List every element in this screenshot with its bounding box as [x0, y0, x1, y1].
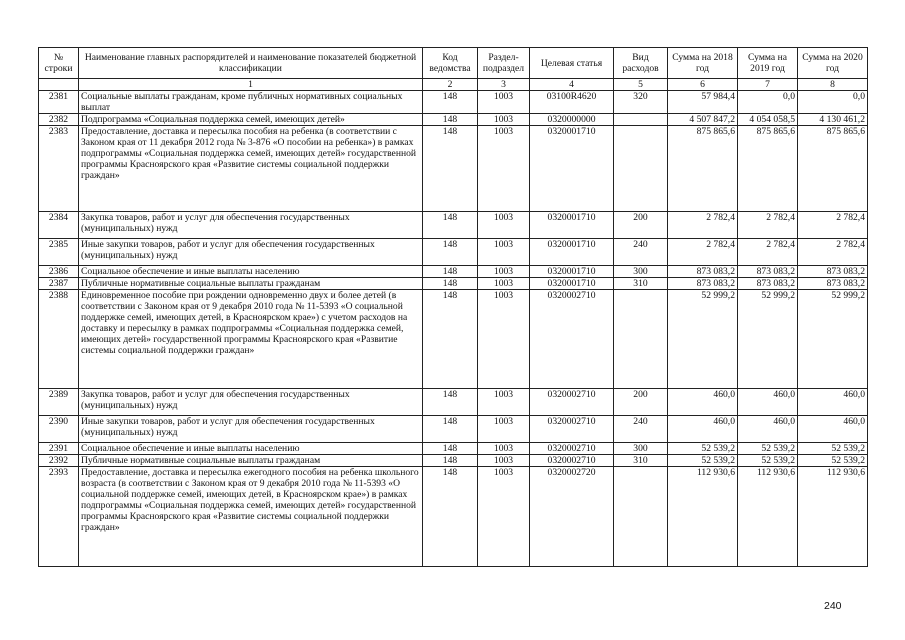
sum-2020: 0,0 — [798, 91, 868, 114]
row-number: 2391 — [39, 443, 79, 455]
row-name: Предоставление, доставка и пересылка ежегодного пособия на ребенка школьного возраста (в соответствии с Законом края от 9 декабря 2010 года № 11-5393 «О социальной поддержке семей, имеющих детей, в Красноярском крае») в рамках подпрограммы «Социальная поддержка семей, имеющих детей» государственной программы Красноярского края «Развитие системы социальной поддержки граждан» — [79, 467, 423, 567]
expense-type-code: 320 — [614, 91, 668, 114]
column-index-cell: 2 — [423, 79, 478, 91]
dept-code: 148 — [423, 455, 478, 467]
row-number: 2383 — [39, 126, 79, 212]
sum-2018: 2 782,4 — [668, 212, 738, 239]
expense-type-code: 310 — [614, 278, 668, 290]
sum-2020: 52 539,2 — [798, 455, 868, 467]
target-code: 0320002710 — [530, 416, 614, 443]
header-section: Раздел-подраздел — [478, 48, 530, 79]
header-sum-2020: Сумма на 2020 год — [798, 48, 868, 79]
dept-code: 148 — [423, 114, 478, 126]
sum-2019: 52 539,2 — [738, 455, 798, 467]
sum-2018: 875 865,6 — [668, 126, 738, 212]
sum-2018: 52 999,2 — [668, 290, 738, 389]
sum-2020: 460,0 — [798, 389, 868, 416]
sum-2019: 2 782,4 — [738, 212, 798, 239]
row-name: Публичные нормативные социальные выплаты гражданам — [79, 278, 423, 290]
dept-code: 148 — [423, 389, 478, 416]
table-row — [39, 239, 868, 266]
header-name: Наименование главных распорядителей и наименование показателей бюджетной классификации — [79, 48, 423, 79]
target-code: 0320001710 — [530, 239, 614, 266]
target-code: 0320002710 — [530, 290, 614, 389]
target-code: 0320000000 — [530, 114, 614, 126]
table-row — [39, 126, 868, 212]
sum-2018: 52 539,2 — [668, 455, 738, 467]
expense-type-code — [614, 290, 668, 389]
row-name: Предоставление, доставка и пересылка пособия на ребенка (в соответствии с Законом края от 11 декабря 2012 года № 3-876 «О пособии на ребенка») в рамках подпрограммы «Социальная поддержка семей, имеющих детей» государственной программы Красноярского края «Развитие системы социальной поддержки граждан» — [79, 126, 423, 212]
table-row — [39, 443, 868, 455]
sum-2020: 52 539,2 — [798, 443, 868, 455]
column-index-cell: 7 — [738, 79, 798, 91]
table-row — [39, 278, 868, 290]
table-header-row — [39, 48, 868, 79]
sum-2018: 4 507 847,2 — [668, 114, 738, 126]
expense-type-code: 300 — [614, 443, 668, 455]
row-name: Подпрограмма «Социальная поддержка семей, имеющих детей» — [79, 114, 423, 126]
dept-code: 148 — [423, 467, 478, 567]
dept-code: 148 — [423, 126, 478, 212]
column-index-row — [39, 79, 868, 91]
section-code: 1003 — [478, 278, 530, 290]
dept-code: 148 — [423, 266, 478, 278]
section-code: 1003 — [478, 290, 530, 389]
column-index-cell: 3 — [478, 79, 530, 91]
target-code: 0320002720 — [530, 467, 614, 567]
sum-2020: 2 782,4 — [798, 212, 868, 239]
sum-2019: 2 782,4 — [738, 239, 798, 266]
row-name: Социальные выплаты гражданам, кроме публичных нормативных социальных выплат — [79, 91, 423, 114]
sum-2018: 52 539,2 — [668, 443, 738, 455]
header-row-number: № строки — [39, 48, 79, 79]
section-code: 1003 — [478, 416, 530, 443]
page-number: 240 — [824, 600, 842, 612]
sum-2018: 873 083,2 — [668, 266, 738, 278]
budget-table — [38, 47, 868, 567]
header-sum-2019: Сумма на 2019 год — [738, 48, 798, 79]
row-number: 2386 — [39, 266, 79, 278]
row-number: 2387 — [39, 278, 79, 290]
section-code: 1003 — [478, 389, 530, 416]
sum-2019: 112 930,6 — [738, 467, 798, 567]
row-number: 2389 — [39, 389, 79, 416]
target-code: 0320001710 — [530, 266, 614, 278]
row-name: Единовременное пособие при рождении одновременно двух и более детей (в соответствии с Законом края от 9 декабря 2010 года № 11-5393 «О социальной поддержке семей, имеющих детей, в Красноярском крае») с учетом расходов на доставку и пересылку в рамках подпрограммы «Социальная поддержка семей, имеющих детей» государственной программы Красноярского края «Развитие системы социальной поддержки граждан» — [79, 290, 423, 389]
section-code: 1003 — [478, 91, 530, 114]
section-code: 1003 — [478, 266, 530, 278]
target-code: 0320002710 — [530, 389, 614, 416]
row-name: Публичные нормативные социальные выплаты гражданам — [79, 455, 423, 467]
sum-2019: 873 083,2 — [738, 266, 798, 278]
sum-2020: 4 130 461,2 — [798, 114, 868, 126]
table-row — [39, 114, 868, 126]
target-code: 03100R4620 — [530, 91, 614, 114]
column-index-cell: 1 — [79, 79, 423, 91]
target-code: 0320001710 — [530, 212, 614, 239]
row-number: 2388 — [39, 290, 79, 389]
dept-code: 148 — [423, 239, 478, 266]
dept-code: 148 — [423, 290, 478, 389]
table-row — [39, 91, 868, 114]
table-row — [39, 212, 868, 239]
row-number: 2390 — [39, 416, 79, 443]
sum-2019: 460,0 — [738, 389, 798, 416]
sum-2019: 875 865,6 — [738, 126, 798, 212]
sum-2019: 52 999,2 — [738, 290, 798, 389]
expense-type-code: 200 — [614, 389, 668, 416]
section-code: 1003 — [478, 114, 530, 126]
sum-2019: 460,0 — [738, 416, 798, 443]
target-code: 0320001710 — [530, 278, 614, 290]
expense-type-code — [614, 467, 668, 567]
sum-2020: 875 865,6 — [798, 126, 868, 212]
sum-2020: 112 930,6 — [798, 467, 868, 567]
header-target-item: Целевая статья — [530, 48, 614, 79]
sum-2018: 2 782,4 — [668, 239, 738, 266]
row-name: Закупка товаров, работ и услуг для обеспечения государственных (муниципальных) нужд — [79, 212, 423, 239]
sum-2020: 873 083,2 — [798, 278, 868, 290]
expense-type-code — [614, 126, 668, 212]
sum-2018: 460,0 — [668, 389, 738, 416]
dept-code: 148 — [423, 278, 478, 290]
dept-code: 148 — [423, 212, 478, 239]
table-row — [39, 416, 868, 443]
expense-type-code — [614, 114, 668, 126]
expense-type-code: 300 — [614, 266, 668, 278]
table-row — [39, 290, 868, 389]
column-index-cell: 8 — [798, 79, 868, 91]
sum-2020: 460,0 — [798, 416, 868, 443]
header-sum-2018: Сумма на 2018 год — [668, 48, 738, 79]
row-name: Социальное обеспечение и иные выплаты населению — [79, 266, 423, 278]
row-name: Закупка товаров, работ и услуг для обеспечения государственных (муниципальных) нужд — [79, 389, 423, 416]
dept-code: 148 — [423, 416, 478, 443]
row-name: Социальное обеспечение и иные выплаты населению — [79, 443, 423, 455]
expense-type-code: 200 — [614, 212, 668, 239]
section-code: 1003 — [478, 239, 530, 266]
target-code: 0320001710 — [530, 126, 614, 212]
expense-type-code: 310 — [614, 455, 668, 467]
sum-2018: 873 083,2 — [668, 278, 738, 290]
row-number: 2382 — [39, 114, 79, 126]
row-number: 2393 — [39, 467, 79, 567]
dept-code: 148 — [423, 443, 478, 455]
target-code: 0320002710 — [530, 455, 614, 467]
table-row — [39, 389, 868, 416]
sum-2019: 52 539,2 — [738, 443, 798, 455]
header-dept-code: Код ведомства — [423, 48, 478, 79]
expense-type-code: 240 — [614, 416, 668, 443]
column-index-cell: 4 — [530, 79, 614, 91]
sum-2019: 0,0 — [738, 91, 798, 114]
table-row — [39, 455, 868, 467]
sum-2020: 52 999,2 — [798, 290, 868, 389]
sum-2019: 4 054 058,5 — [738, 114, 798, 126]
expense-type-code: 240 — [614, 239, 668, 266]
target-code: 0320002710 — [530, 443, 614, 455]
sum-2019: 873 083,2 — [738, 278, 798, 290]
section-code: 1003 — [478, 455, 530, 467]
row-name: Иные закупки товаров, работ и услуг для обеспечения государственных (муниципальных) нужд — [79, 416, 423, 443]
sum-2018: 57 984,4 — [668, 91, 738, 114]
row-number: 2381 — [39, 91, 79, 114]
section-code: 1003 — [478, 467, 530, 567]
sum-2018: 112 930,6 — [668, 467, 738, 567]
table-row — [39, 467, 868, 567]
column-index-cell: 5 — [614, 79, 668, 91]
sum-2020: 2 782,4 — [798, 239, 868, 266]
section-code: 1003 — [478, 126, 530, 212]
column-index-cell — [39, 79, 79, 91]
column-index-cell: 6 — [668, 79, 738, 91]
sum-2020: 873 083,2 — [798, 266, 868, 278]
row-number: 2392 — [39, 455, 79, 467]
section-code: 1003 — [478, 212, 530, 239]
section-code: 1003 — [478, 443, 530, 455]
table-row — [39, 266, 868, 278]
row-number: 2385 — [39, 239, 79, 266]
dept-code: 148 — [423, 91, 478, 114]
row-number: 2384 — [39, 212, 79, 239]
row-name: Иные закупки товаров, работ и услуг для обеспечения государственных (муниципальных) нужд — [79, 239, 423, 266]
header-expense-type: Вид расходов — [614, 48, 668, 79]
sum-2018: 460,0 — [668, 416, 738, 443]
